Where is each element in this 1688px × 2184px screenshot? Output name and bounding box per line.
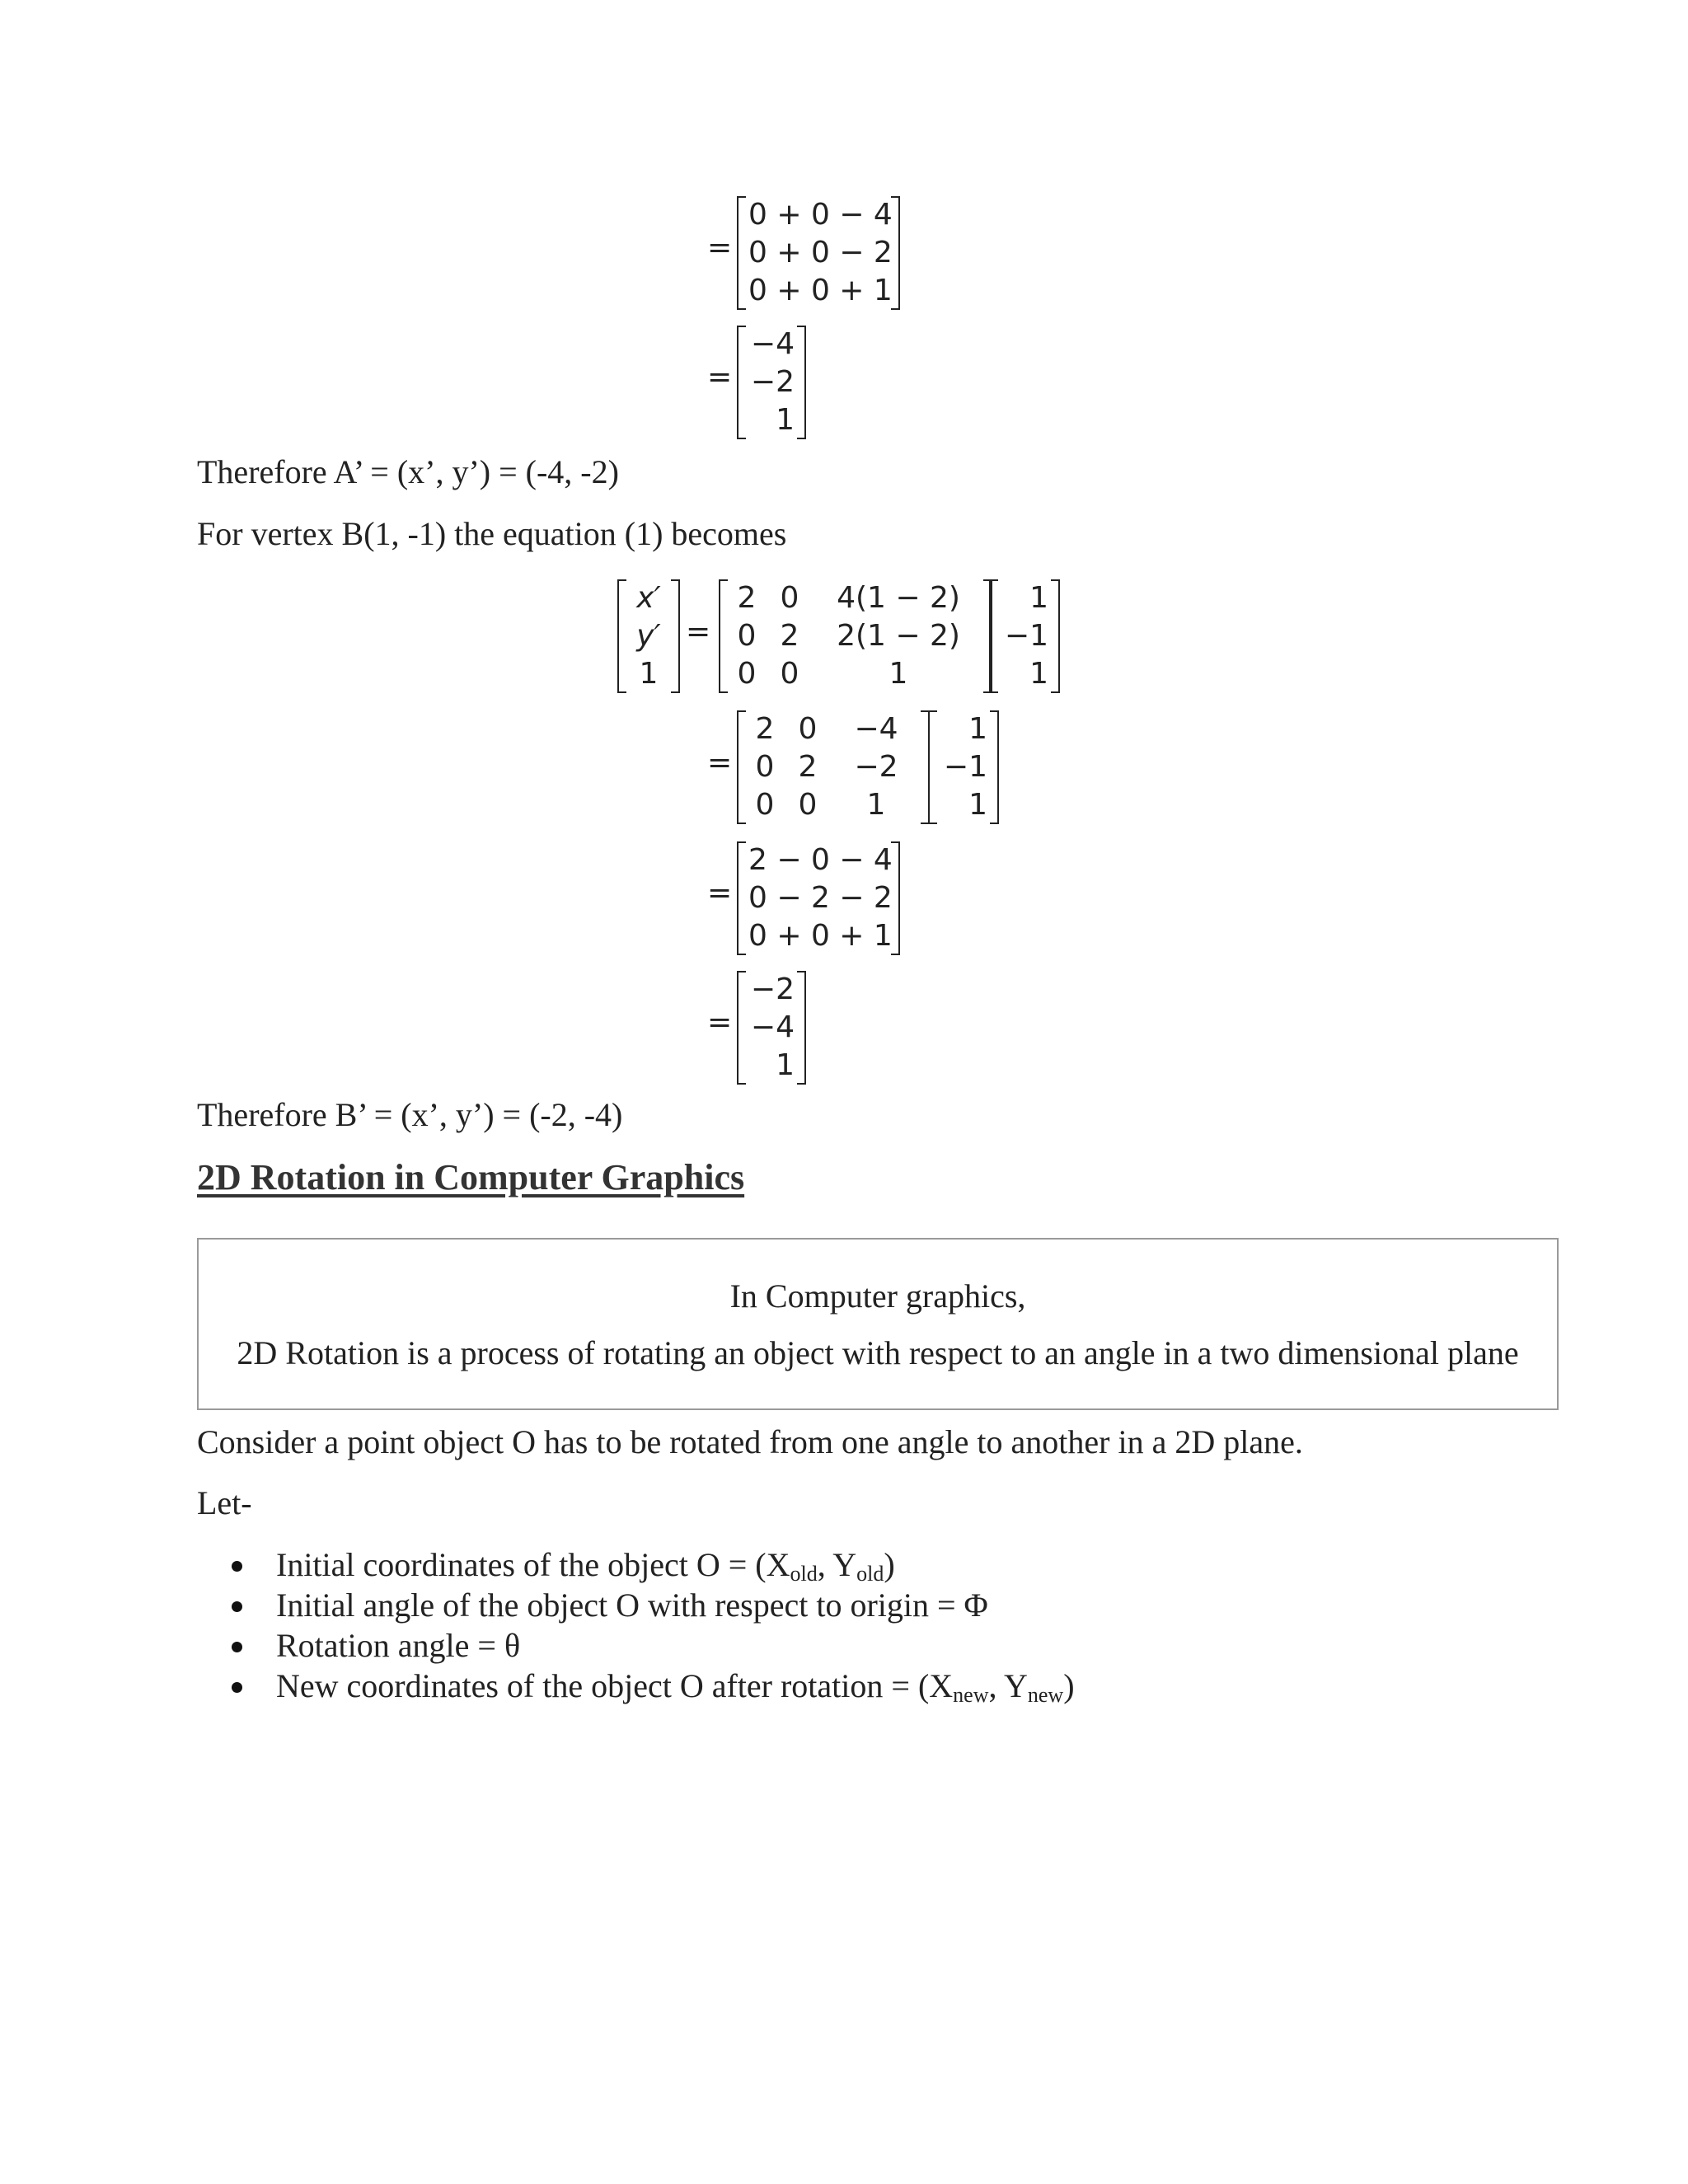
matrix-cell: 1 bbox=[1029, 657, 1048, 691]
definitions-list bbox=[197, 1544, 1075, 1706]
bullet-icon bbox=[232, 1642, 242, 1652]
matrix-cell: −2 bbox=[750, 365, 795, 399]
matrix-cell: 1 bbox=[776, 403, 795, 437]
definition-line-1: In Computer graphics, bbox=[729, 1277, 1026, 1315]
definition-line-2: 2D Rotation is a process of rotating an object with respect to an angle in a two dimensional plane bbox=[237, 1334, 1519, 1371]
matrix-cell: 1 bbox=[776, 1048, 795, 1082]
matrix-a-sum bbox=[748, 196, 893, 310]
matrix-cell: 0 bbox=[798, 712, 818, 746]
matrix-cell: 0 bbox=[737, 657, 757, 691]
matrix-cell: 0 + 0 + 1 bbox=[748, 919, 893, 953]
matrix-cell: 2 bbox=[755, 712, 775, 746]
equals-sign: = bbox=[707, 1005, 733, 1039]
equals-sign: = bbox=[707, 746, 733, 780]
matrix-b-transform bbox=[730, 579, 981, 693]
matrix-b-transform-simplified bbox=[748, 710, 918, 824]
bullet-icon bbox=[232, 1601, 242, 1612]
list-item: Initial coordinates of the object $O = (X_{old}$, $Y_{old}$) bbox=[197, 1544, 1075, 1585]
matrix-cell: y′ bbox=[636, 619, 661, 653]
matrix-cell: 0 bbox=[755, 788, 775, 822]
matrix-cell: −2 bbox=[750, 972, 795, 1006]
matrix-cell: −2 bbox=[854, 750, 898, 784]
matrix-cell: 0 bbox=[737, 619, 757, 653]
matrix-cell: −1 bbox=[1004, 619, 1048, 653]
matrix-cell: 1 bbox=[889, 657, 908, 691]
matrix-cell: −4 bbox=[854, 712, 898, 746]
matrix-cell: 2(1 − 2) bbox=[837, 619, 960, 653]
matrix-cell: 2 − 0 − 4 bbox=[748, 843, 893, 877]
vertex-b-intro: For vertex B(1, -1) the equation (1) becomes bbox=[197, 515, 787, 552]
therefore-b: Therefore B’ = (x’, y’) = (-2, -4) bbox=[197, 1096, 623, 1133]
therefore-a: Therefore A’ = (x’, y’) = (-4, -2) bbox=[197, 453, 619, 490]
matrix-cell: 0 + 0 − 4 bbox=[748, 198, 893, 232]
matrix-cell: 0 bbox=[780, 581, 799, 615]
list-item: Rotation angle = θ bbox=[197, 1625, 1075, 1666]
matrix-cell: 2 bbox=[780, 619, 799, 653]
matrix-b-point-2 bbox=[940, 710, 987, 824]
let-label: Let- bbox=[197, 1484, 252, 1521]
equals-sign: = bbox=[686, 615, 711, 649]
matrix-cell: −1 bbox=[943, 750, 987, 784]
list-item: New coordinates of the object O after rotation = ($X_{new}$, $Y_{new}$) bbox=[197, 1666, 1075, 1706]
matrix-b-sum bbox=[748, 841, 893, 955]
list-item: Initial angle of the object O with respect to origin = Φ bbox=[197, 1585, 1075, 1625]
matrix-cell: −4 bbox=[750, 327, 795, 361]
matrix-cell: 0 bbox=[780, 657, 799, 691]
matrix-cell: 0 bbox=[798, 788, 818, 822]
matrix-cell: 0 − 2 − 2 bbox=[748, 881, 893, 915]
equals-sign: = bbox=[707, 360, 733, 394]
matrix-cell: 2 bbox=[737, 581, 757, 615]
consider-paragraph: Consider a point object O has to be rotated from one angle to another in a 2D plane. bbox=[197, 1423, 1303, 1460]
equals-sign: = bbox=[707, 231, 733, 265]
bullet-icon bbox=[232, 1682, 242, 1693]
matrix-cell: 0 + 0 + 1 bbox=[748, 274, 893, 307]
matrix-b-lhs bbox=[629, 579, 668, 693]
bullet-icon bbox=[232, 1561, 242, 1572]
matrix-a-result bbox=[748, 326, 795, 439]
matrix-cell: 1 bbox=[866, 788, 886, 822]
matrix-cell: 1 bbox=[639, 657, 659, 691]
equals-sign: = bbox=[707, 876, 733, 910]
definition-box bbox=[197, 1238, 1559, 1410]
matrix-cell: 4(1 − 2) bbox=[837, 581, 960, 615]
matrix-cell: 1 bbox=[968, 788, 987, 822]
matrix-cell: 0 + 0 − 2 bbox=[748, 236, 893, 269]
section-heading: 2D Rotation in Computer Graphics bbox=[197, 1157, 745, 1197]
matrix-cell: 0 bbox=[755, 750, 775, 784]
matrix-cell: 1 bbox=[1029, 581, 1048, 615]
matrix-cell: 2 bbox=[798, 750, 818, 784]
matrix-b-point bbox=[1001, 579, 1048, 693]
matrix-cell: 1 bbox=[968, 712, 987, 746]
matrix-cell: x′ bbox=[636, 581, 661, 615]
matrix-cell: −4 bbox=[750, 1010, 795, 1044]
matrix-b-result bbox=[748, 971, 795, 1085]
